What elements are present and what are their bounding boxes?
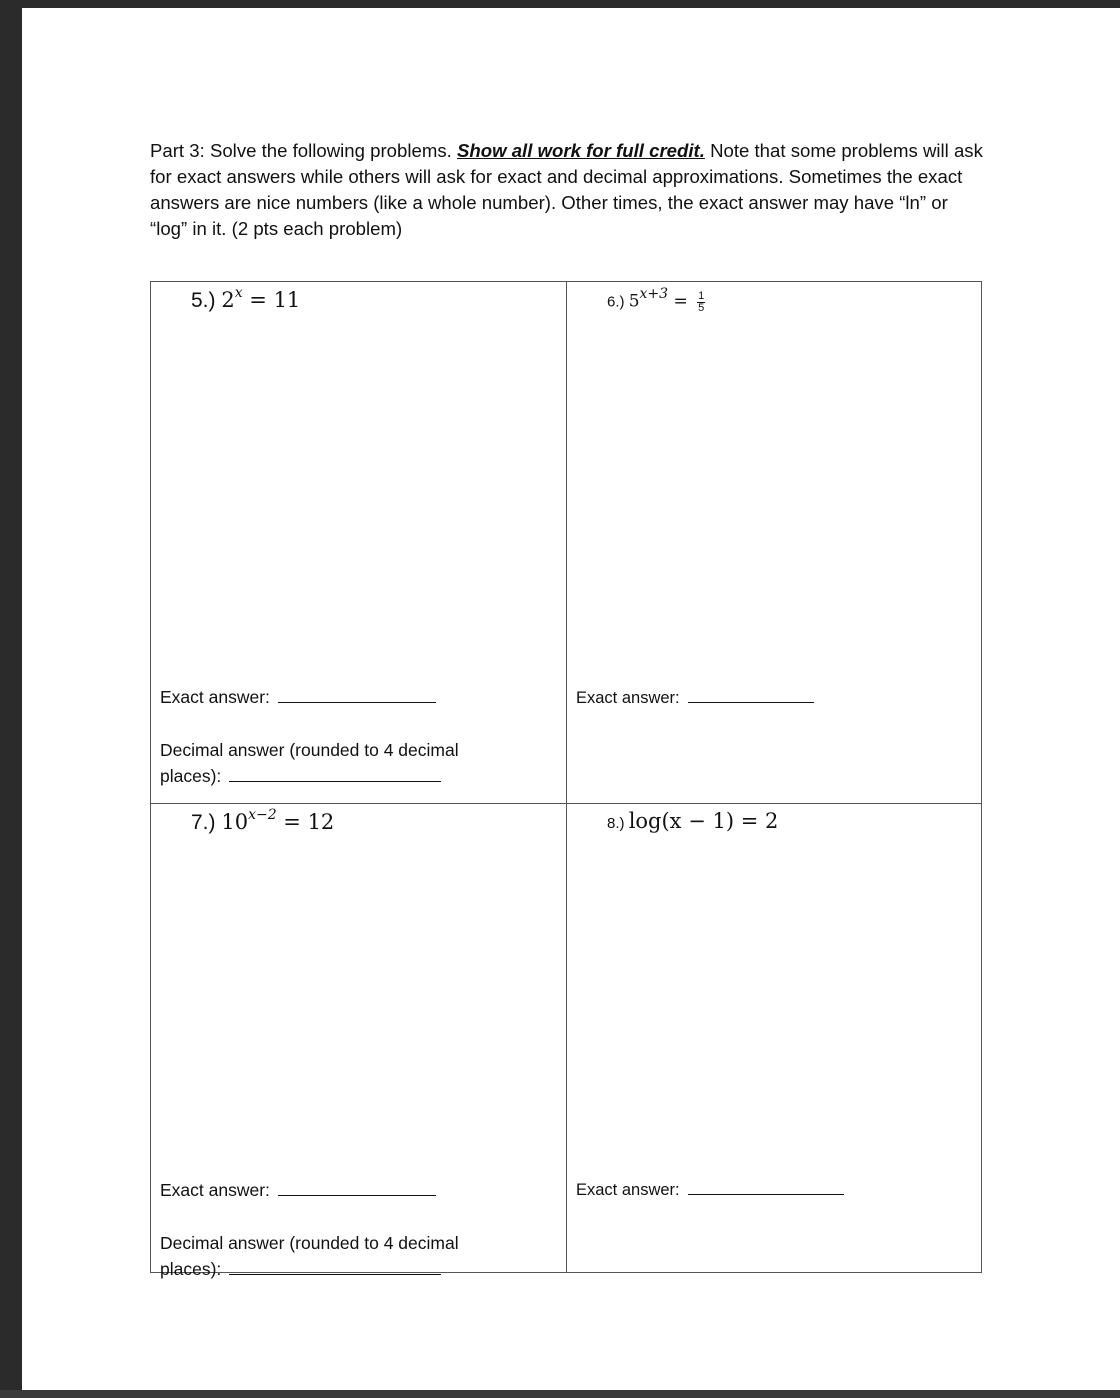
problem-5-equation bbox=[191, 287, 300, 313]
problem-7-decimal-label-line1: Decimal answer (rounded to 4 decimal bbox=[160, 1233, 459, 1253]
problem-8-number: 8.) bbox=[607, 815, 629, 832]
problem-5-exponent: x bbox=[234, 285, 243, 301]
problem-6-exponent: x+3 bbox=[639, 286, 669, 302]
problem-7-decimal-label-line2: places): bbox=[160, 1259, 222, 1279]
problem-8-expression: log(x − 1) = 2 bbox=[628, 809, 779, 833]
instructions-rest: Note that some problems will ask for exact answers while others will ask for exact and decimal approximations. Sometimes the exact answers are nice numbers (like a whole number). Other times, the exact answer may have “ln” or “log” in it. (2 pts each problem) bbox=[150, 140, 983, 239]
bottom-edge-strip bbox=[0, 1390, 1120, 1398]
problem-8-exact-answer bbox=[576, 1176, 844, 1203]
problem-7-exact-label: Exact answer: bbox=[160, 1180, 270, 1200]
problem-7-exponent: x−2 bbox=[248, 807, 277, 823]
problem-6-fraction bbox=[697, 291, 705, 314]
problem-6-fraction-numerator: 1 bbox=[698, 289, 705, 302]
problem-7-exact-answer bbox=[160, 1177, 436, 1203]
worksheet-page bbox=[22, 8, 1120, 1390]
problem-7-equation bbox=[191, 809, 334, 835]
grid-vertical-divider bbox=[566, 282, 567, 1272]
grid-horizontal-divider bbox=[151, 803, 981, 804]
problem-5-rhs: = 11 bbox=[242, 288, 301, 312]
problem-6-equation bbox=[607, 288, 705, 314]
problem-7-rhs: = 12 bbox=[276, 810, 335, 834]
problem-7-base: 10 bbox=[221, 810, 249, 834]
problem-7-decimal-answer bbox=[160, 1230, 459, 1282]
problem-5-exact-answer bbox=[160, 684, 436, 710]
problem-5-base: 2 bbox=[221, 288, 235, 312]
problem-5-decimal-label-line2: places): bbox=[160, 766, 222, 786]
problem-8-exact-blank[interactable] bbox=[688, 1176, 844, 1195]
problem-6-number: 6.) bbox=[607, 293, 629, 311]
problem-6-exact-blank[interactable] bbox=[688, 684, 814, 703]
instructions-paragraph bbox=[150, 138, 990, 242]
instructions-emphasis: Show all work for full credit. bbox=[456, 140, 705, 161]
problem-6-eq: = bbox=[668, 291, 694, 312]
problems-grid bbox=[150, 281, 982, 1279]
problem-8-equation bbox=[607, 809, 778, 833]
problem-5-exact-label: Exact answer: bbox=[160, 687, 270, 707]
problem-7-number: 7.) bbox=[191, 811, 222, 834]
problem-5-decimal-answer bbox=[160, 737, 459, 789]
problem-6-exact-answer bbox=[576, 684, 814, 711]
problem-5-decimal-label-line1: Decimal answer (rounded to 4 decimal bbox=[160, 740, 459, 760]
problem-5-number: 5.) bbox=[191, 289, 222, 312]
problem-6-fraction-denominator: 5 bbox=[698, 301, 705, 314]
problem-5-decimal-blank[interactable] bbox=[229, 763, 441, 782]
problem-6-exact-label: Exact answer: bbox=[576, 689, 680, 707]
problem-7-exact-blank[interactable] bbox=[278, 1177, 436, 1196]
instructions-part-label: Part 3: Solve the following problems. bbox=[150, 140, 457, 161]
problem-5-exact-blank[interactable] bbox=[278, 684, 436, 703]
problem-6-base: 5 bbox=[628, 291, 640, 312]
problem-8-exact-label: Exact answer: bbox=[576, 1181, 680, 1199]
problem-7-decimal-blank[interactable] bbox=[229, 1256, 441, 1275]
